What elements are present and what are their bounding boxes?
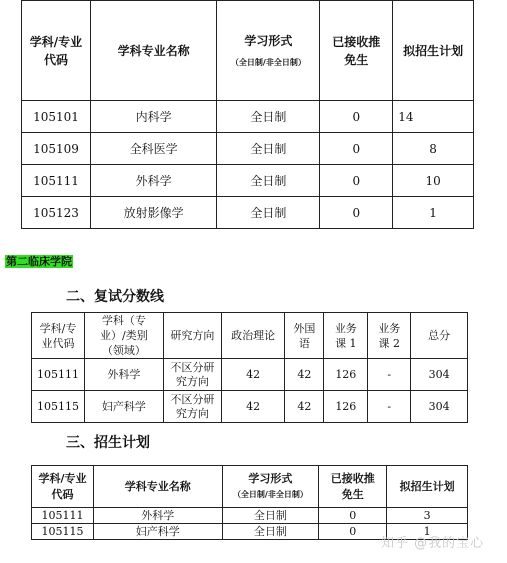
enrollment-plan-table-1 — [21, 0, 474, 229]
cell-mode: 全日制 — [217, 197, 320, 229]
cell-code: 105111 — [32, 508, 94, 524]
cell-exempt: 0 — [319, 524, 387, 540]
table-header-row — [32, 313, 468, 359]
cell-mode: 全日制 — [222, 524, 319, 540]
header-code: 学科/专业代码 — [32, 466, 94, 508]
cell-plan: 8 — [393, 133, 474, 165]
header-direction: 研究方向 — [163, 313, 221, 359]
cell-name: 外科学 — [90, 165, 216, 197]
header-plan: 拟招生计划 — [393, 1, 474, 101]
table-row — [32, 508, 468, 524]
enrollment-plan-table-2 — [31, 465, 468, 540]
heading-retest-score: 二、复试分数线 — [66, 289, 164, 305]
cell-code: 105115 — [32, 524, 94, 540]
header-code: 学科/专业代码 — [32, 313, 85, 359]
cell-code: 105115 — [32, 391, 85, 423]
table-header-row — [22, 1, 474, 101]
retest-score-table — [31, 312, 468, 423]
header-exempt: 已接收推免生 — [320, 1, 393, 101]
cell-direction: 不区分研究方向 — [163, 359, 221, 391]
cell-mode: 全日制 — [217, 165, 320, 197]
cell-plan: 14 — [393, 101, 474, 133]
cell-course1: 126 — [324, 391, 368, 423]
header-code: 学科/专业代码 — [22, 1, 91, 101]
cell-exempt: 0 — [320, 133, 393, 165]
cell-mode: 全日制 — [222, 508, 319, 524]
cell-politics: 42 — [221, 359, 285, 391]
table-row — [22, 197, 474, 229]
table-header-row — [32, 466, 468, 508]
cell-category: 妇产科学 — [84, 391, 163, 423]
cell-exempt: 0 — [319, 508, 387, 524]
header-exempt: 已接收推免生 — [319, 466, 387, 508]
header-name: 学科专业名称 — [90, 1, 216, 101]
cell-plan: 10 — [393, 165, 474, 197]
section-label: 第二临床学院 — [6, 255, 72, 268]
cell-plan: 3 — [387, 508, 468, 524]
header-total: 总分 — [411, 313, 468, 359]
cell-name: 放射影像学 — [90, 197, 216, 229]
cell-name: 全科医学 — [90, 133, 216, 165]
cell-course1: 126 — [324, 359, 368, 391]
cell-code: 105123 — [22, 197, 91, 229]
cell-total: 304 — [411, 359, 468, 391]
header-plan: 拟招生计划 — [387, 466, 468, 508]
header-category: 学科（专业）/类别（领域） — [84, 313, 163, 359]
cell-name: 外科学 — [93, 508, 222, 524]
cell-name: 内科学 — [90, 101, 216, 133]
cell-course2: - — [368, 391, 411, 423]
cell-code: 105111 — [22, 165, 91, 197]
table-row — [22, 165, 474, 197]
header-foreign: 外国语 — [285, 313, 324, 359]
cell-exempt: 0 — [320, 101, 393, 133]
header-mode: 学习形式 （全日制/非全日制） — [217, 1, 320, 101]
header-politics: 政治理论 — [221, 313, 285, 359]
cell-code: 105109 — [22, 133, 91, 165]
cell-exempt: 0 — [320, 197, 393, 229]
table-row — [22, 101, 474, 133]
header-course2: 业务课 2 — [368, 313, 411, 359]
cell-foreign: 42 — [285, 359, 324, 391]
table-row — [22, 133, 474, 165]
heading-enrollment-plan: 三、招生计划 — [66, 435, 150, 451]
watermark: 知乎 @我的宝心 — [381, 536, 485, 551]
cell-direction: 不区分研究方向 — [163, 391, 221, 423]
cell-category: 外科学 — [84, 359, 163, 391]
header-course1: 业务课 1 — [324, 313, 368, 359]
cell-mode: 全日制 — [217, 133, 320, 165]
header-name: 学科专业名称 — [93, 466, 222, 508]
table-row — [32, 359, 468, 391]
cell-plan: 1 — [393, 197, 474, 229]
cell-code: 105111 — [32, 359, 85, 391]
cell-politics: 42 — [221, 391, 285, 423]
cell-name: 妇产科学 — [93, 524, 222, 540]
header-mode: 学习形式 （全日制/非全日制） — [222, 466, 319, 508]
cell-exempt: 0 — [320, 165, 393, 197]
cell-course2: - — [368, 359, 411, 391]
cell-plan: 1 — [387, 524, 468, 540]
table-row — [32, 391, 468, 423]
cell-total: 304 — [411, 391, 468, 423]
cell-code: 105101 — [22, 101, 91, 133]
cell-mode: 全日制 — [217, 101, 320, 133]
cell-foreign: 42 — [285, 391, 324, 423]
